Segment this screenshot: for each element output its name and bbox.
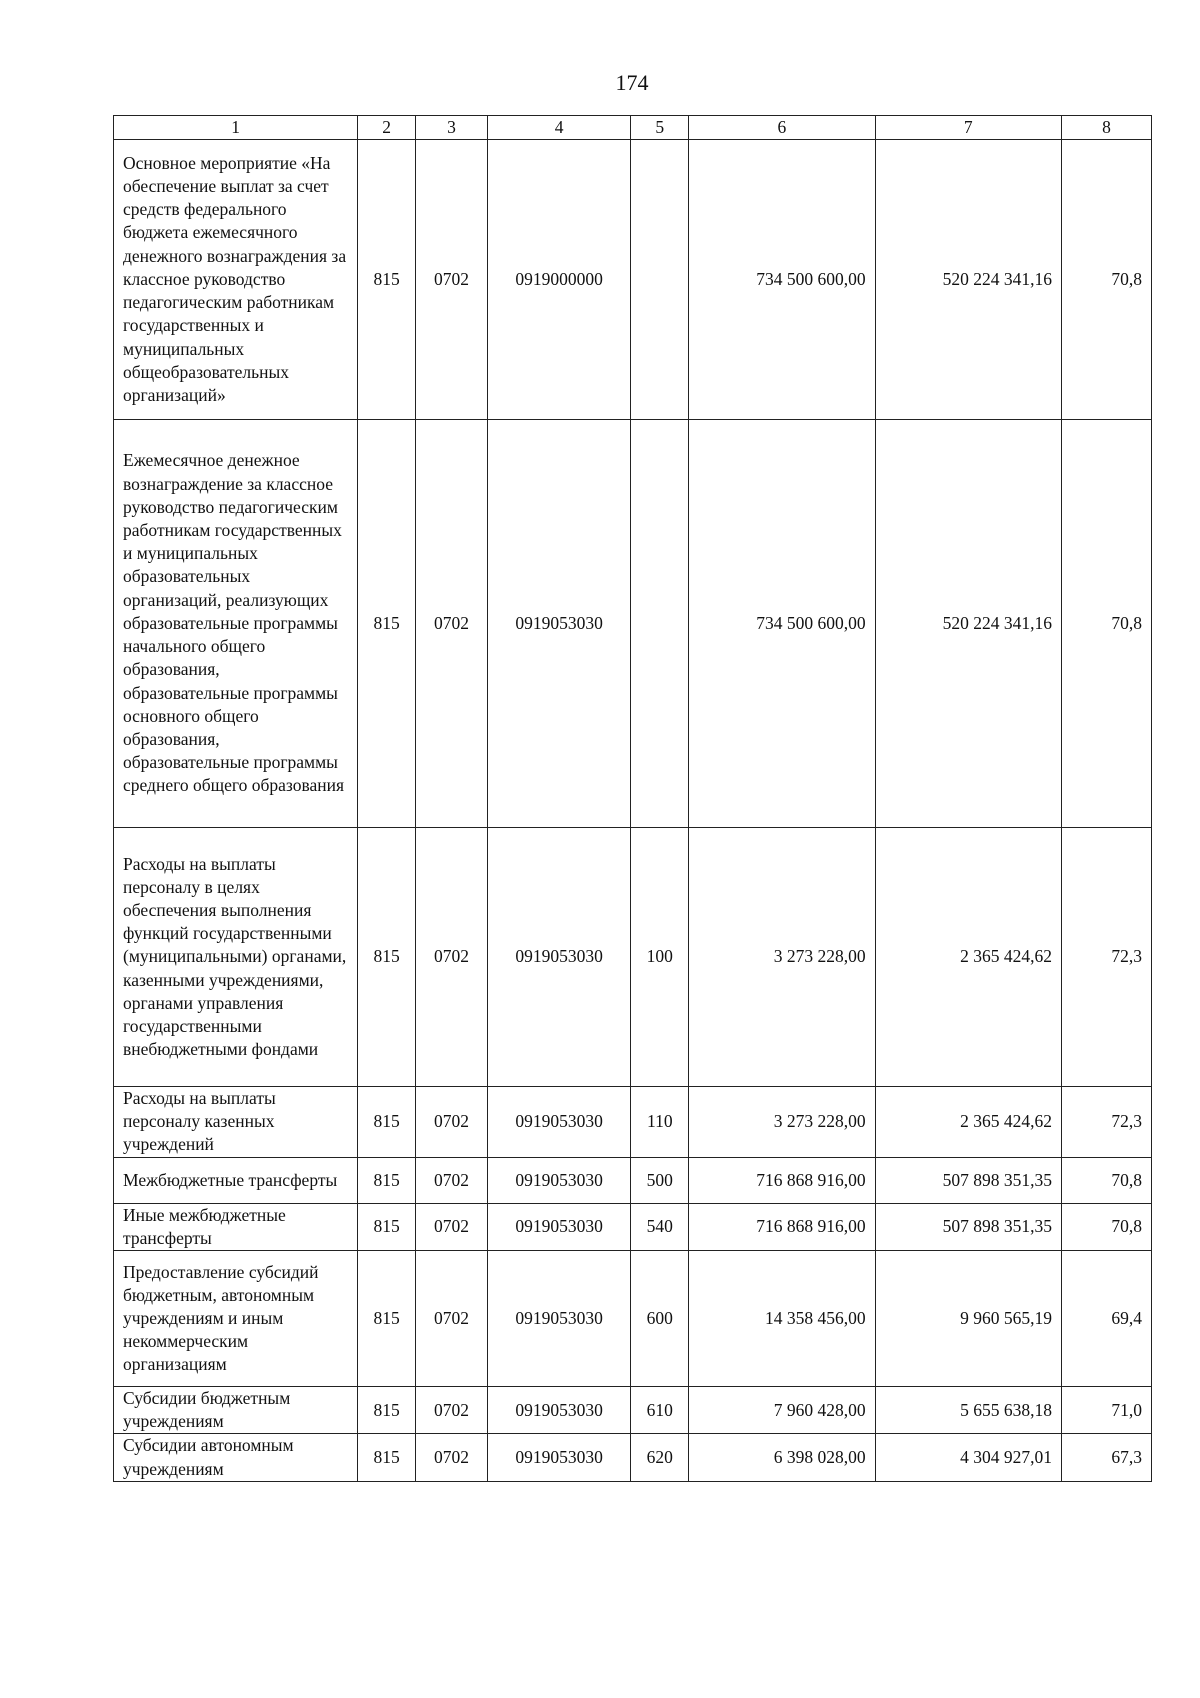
row-percent: 70,8 bbox=[1061, 140, 1151, 420]
column-header-5: 5 bbox=[631, 116, 689, 140]
row-section: 0702 bbox=[416, 1387, 488, 1434]
row-section: 0702 bbox=[416, 1203, 488, 1250]
row-percent: 70,8 bbox=[1061, 1157, 1151, 1203]
row-expense-type: 600 bbox=[631, 1251, 689, 1387]
row-grbs: 815 bbox=[358, 1087, 416, 1158]
row-expense-type bbox=[631, 140, 689, 420]
row-name: Расходы на выплаты персоналу в целях обеспечения выполнения функций государственными (муниципальными) органами, казенными учреждениями, органами управления государственными внебюджетными фондами bbox=[114, 828, 358, 1087]
column-header-6: 6 bbox=[689, 116, 875, 140]
row-name: Межбюджетные трансферты bbox=[114, 1157, 358, 1203]
table-row bbox=[114, 420, 1152, 828]
row-plan: 14 358 456,00 bbox=[689, 1251, 875, 1387]
row-section: 0702 bbox=[416, 1087, 488, 1158]
table-row bbox=[114, 828, 1152, 1087]
row-expense-type: 620 bbox=[631, 1434, 689, 1481]
row-grbs: 815 bbox=[358, 1434, 416, 1481]
row-expense-type: 540 bbox=[631, 1203, 689, 1250]
row-section: 0702 bbox=[416, 420, 488, 828]
row-grbs: 815 bbox=[358, 1203, 416, 1250]
row-percent: 72,3 bbox=[1061, 828, 1151, 1087]
row-expense-type: 110 bbox=[631, 1087, 689, 1158]
row-plan: 734 500 600,00 bbox=[689, 420, 875, 828]
row-expense-type: 610 bbox=[631, 1387, 689, 1434]
row-plan: 716 868 916,00 bbox=[689, 1157, 875, 1203]
table-row bbox=[114, 140, 1152, 420]
column-header-4: 4 bbox=[487, 116, 631, 140]
row-target: 0919053030 bbox=[487, 1203, 631, 1250]
row-grbs: 815 bbox=[358, 1157, 416, 1203]
row-target: 0919053030 bbox=[487, 828, 631, 1087]
row-actual: 520 224 341,16 bbox=[875, 420, 1061, 828]
row-actual: 5 655 638,18 bbox=[875, 1387, 1061, 1434]
row-expense-type: 100 bbox=[631, 828, 689, 1087]
row-expense-type bbox=[631, 420, 689, 828]
budget-table bbox=[113, 115, 1152, 1482]
row-grbs: 815 bbox=[358, 420, 416, 828]
header-row bbox=[114, 116, 1152, 140]
row-plan: 3 273 228,00 bbox=[689, 1087, 875, 1158]
column-header-8: 8 bbox=[1061, 116, 1151, 140]
column-header-1: 1 bbox=[114, 116, 358, 140]
row-target: 0919053030 bbox=[487, 1434, 631, 1481]
row-section: 0702 bbox=[416, 1157, 488, 1203]
row-name: Основное мероприятие «На обеспечение выплат за счет средств федерального бюджета ежемесячного денежного вознаграждения за классное руководство педагогическим работникам государственных и муниципальных общеобразовательных организаций» bbox=[114, 140, 358, 420]
row-plan: 3 273 228,00 bbox=[689, 828, 875, 1087]
table-row bbox=[114, 1387, 1152, 1434]
row-expense-type: 500 bbox=[631, 1157, 689, 1203]
row-section: 0702 bbox=[416, 828, 488, 1087]
table-row bbox=[114, 1251, 1152, 1387]
row-actual: 520 224 341,16 bbox=[875, 140, 1061, 420]
row-actual: 507 898 351,35 bbox=[875, 1157, 1061, 1203]
row-name: Субсидии автономным учреждениям bbox=[114, 1434, 358, 1481]
row-actual: 507 898 351,35 bbox=[875, 1203, 1061, 1250]
column-header-3: 3 bbox=[416, 116, 488, 140]
row-grbs: 815 bbox=[358, 828, 416, 1087]
row-plan: 7 960 428,00 bbox=[689, 1387, 875, 1434]
table-row bbox=[114, 1434, 1152, 1481]
table-row bbox=[114, 1203, 1152, 1250]
row-plan: 734 500 600,00 bbox=[689, 140, 875, 420]
row-name: Расходы на выплаты персоналу казенных учреждений bbox=[114, 1087, 358, 1158]
row-target: 0919053030 bbox=[487, 420, 631, 828]
row-section: 0702 bbox=[416, 1251, 488, 1387]
row-name: Субсидии бюджетным учреждениям bbox=[114, 1387, 358, 1434]
row-section: 0702 bbox=[416, 140, 488, 420]
row-actual: 2 365 424,62 bbox=[875, 1087, 1061, 1158]
row-grbs: 815 bbox=[358, 1251, 416, 1387]
row-target: 0919053030 bbox=[487, 1087, 631, 1158]
row-target: 0919053030 bbox=[487, 1387, 631, 1434]
column-header-2: 2 bbox=[358, 116, 416, 140]
row-percent: 72,3 bbox=[1061, 1087, 1151, 1158]
table-row bbox=[114, 1157, 1152, 1203]
row-section: 0702 bbox=[416, 1434, 488, 1481]
row-percent: 70,8 bbox=[1061, 1203, 1151, 1250]
row-grbs: 815 bbox=[358, 140, 416, 420]
row-percent: 69,4 bbox=[1061, 1251, 1151, 1387]
row-percent: 70,8 bbox=[1061, 420, 1151, 828]
row-plan: 6 398 028,00 bbox=[689, 1434, 875, 1481]
row-target: 0919053030 bbox=[487, 1157, 631, 1203]
row-actual: 4 304 927,01 bbox=[875, 1434, 1061, 1481]
row-grbs: 815 bbox=[358, 1387, 416, 1434]
row-name: Иные межбюджетные трансферты bbox=[114, 1203, 358, 1250]
row-percent: 67,3 bbox=[1061, 1434, 1151, 1481]
row-name: Ежемесячное денежное вознаграждение за классное руководство педагогическим работникам государственных и муниципальных образовательных организаций, реализующих образовательные программы начального общего образования, образовательные программы основного общего образования, образовательные программы среднего общего образования bbox=[114, 420, 358, 828]
row-actual: 2 365 424,62 bbox=[875, 828, 1061, 1087]
row-name: Предоставление субсидий бюджетным, автономным учреждениям и иным некоммерческим организациям bbox=[114, 1251, 358, 1387]
row-target: 0919053030 bbox=[487, 1251, 631, 1387]
column-header-7: 7 bbox=[875, 116, 1061, 140]
row-actual: 9 960 565,19 bbox=[875, 1251, 1061, 1387]
row-percent: 71,0 bbox=[1061, 1387, 1151, 1434]
table-row bbox=[114, 1087, 1152, 1158]
page-number: 174 bbox=[615, 70, 649, 95]
row-target: 0919000000 bbox=[487, 140, 631, 420]
row-plan: 716 868 916,00 bbox=[689, 1203, 875, 1250]
